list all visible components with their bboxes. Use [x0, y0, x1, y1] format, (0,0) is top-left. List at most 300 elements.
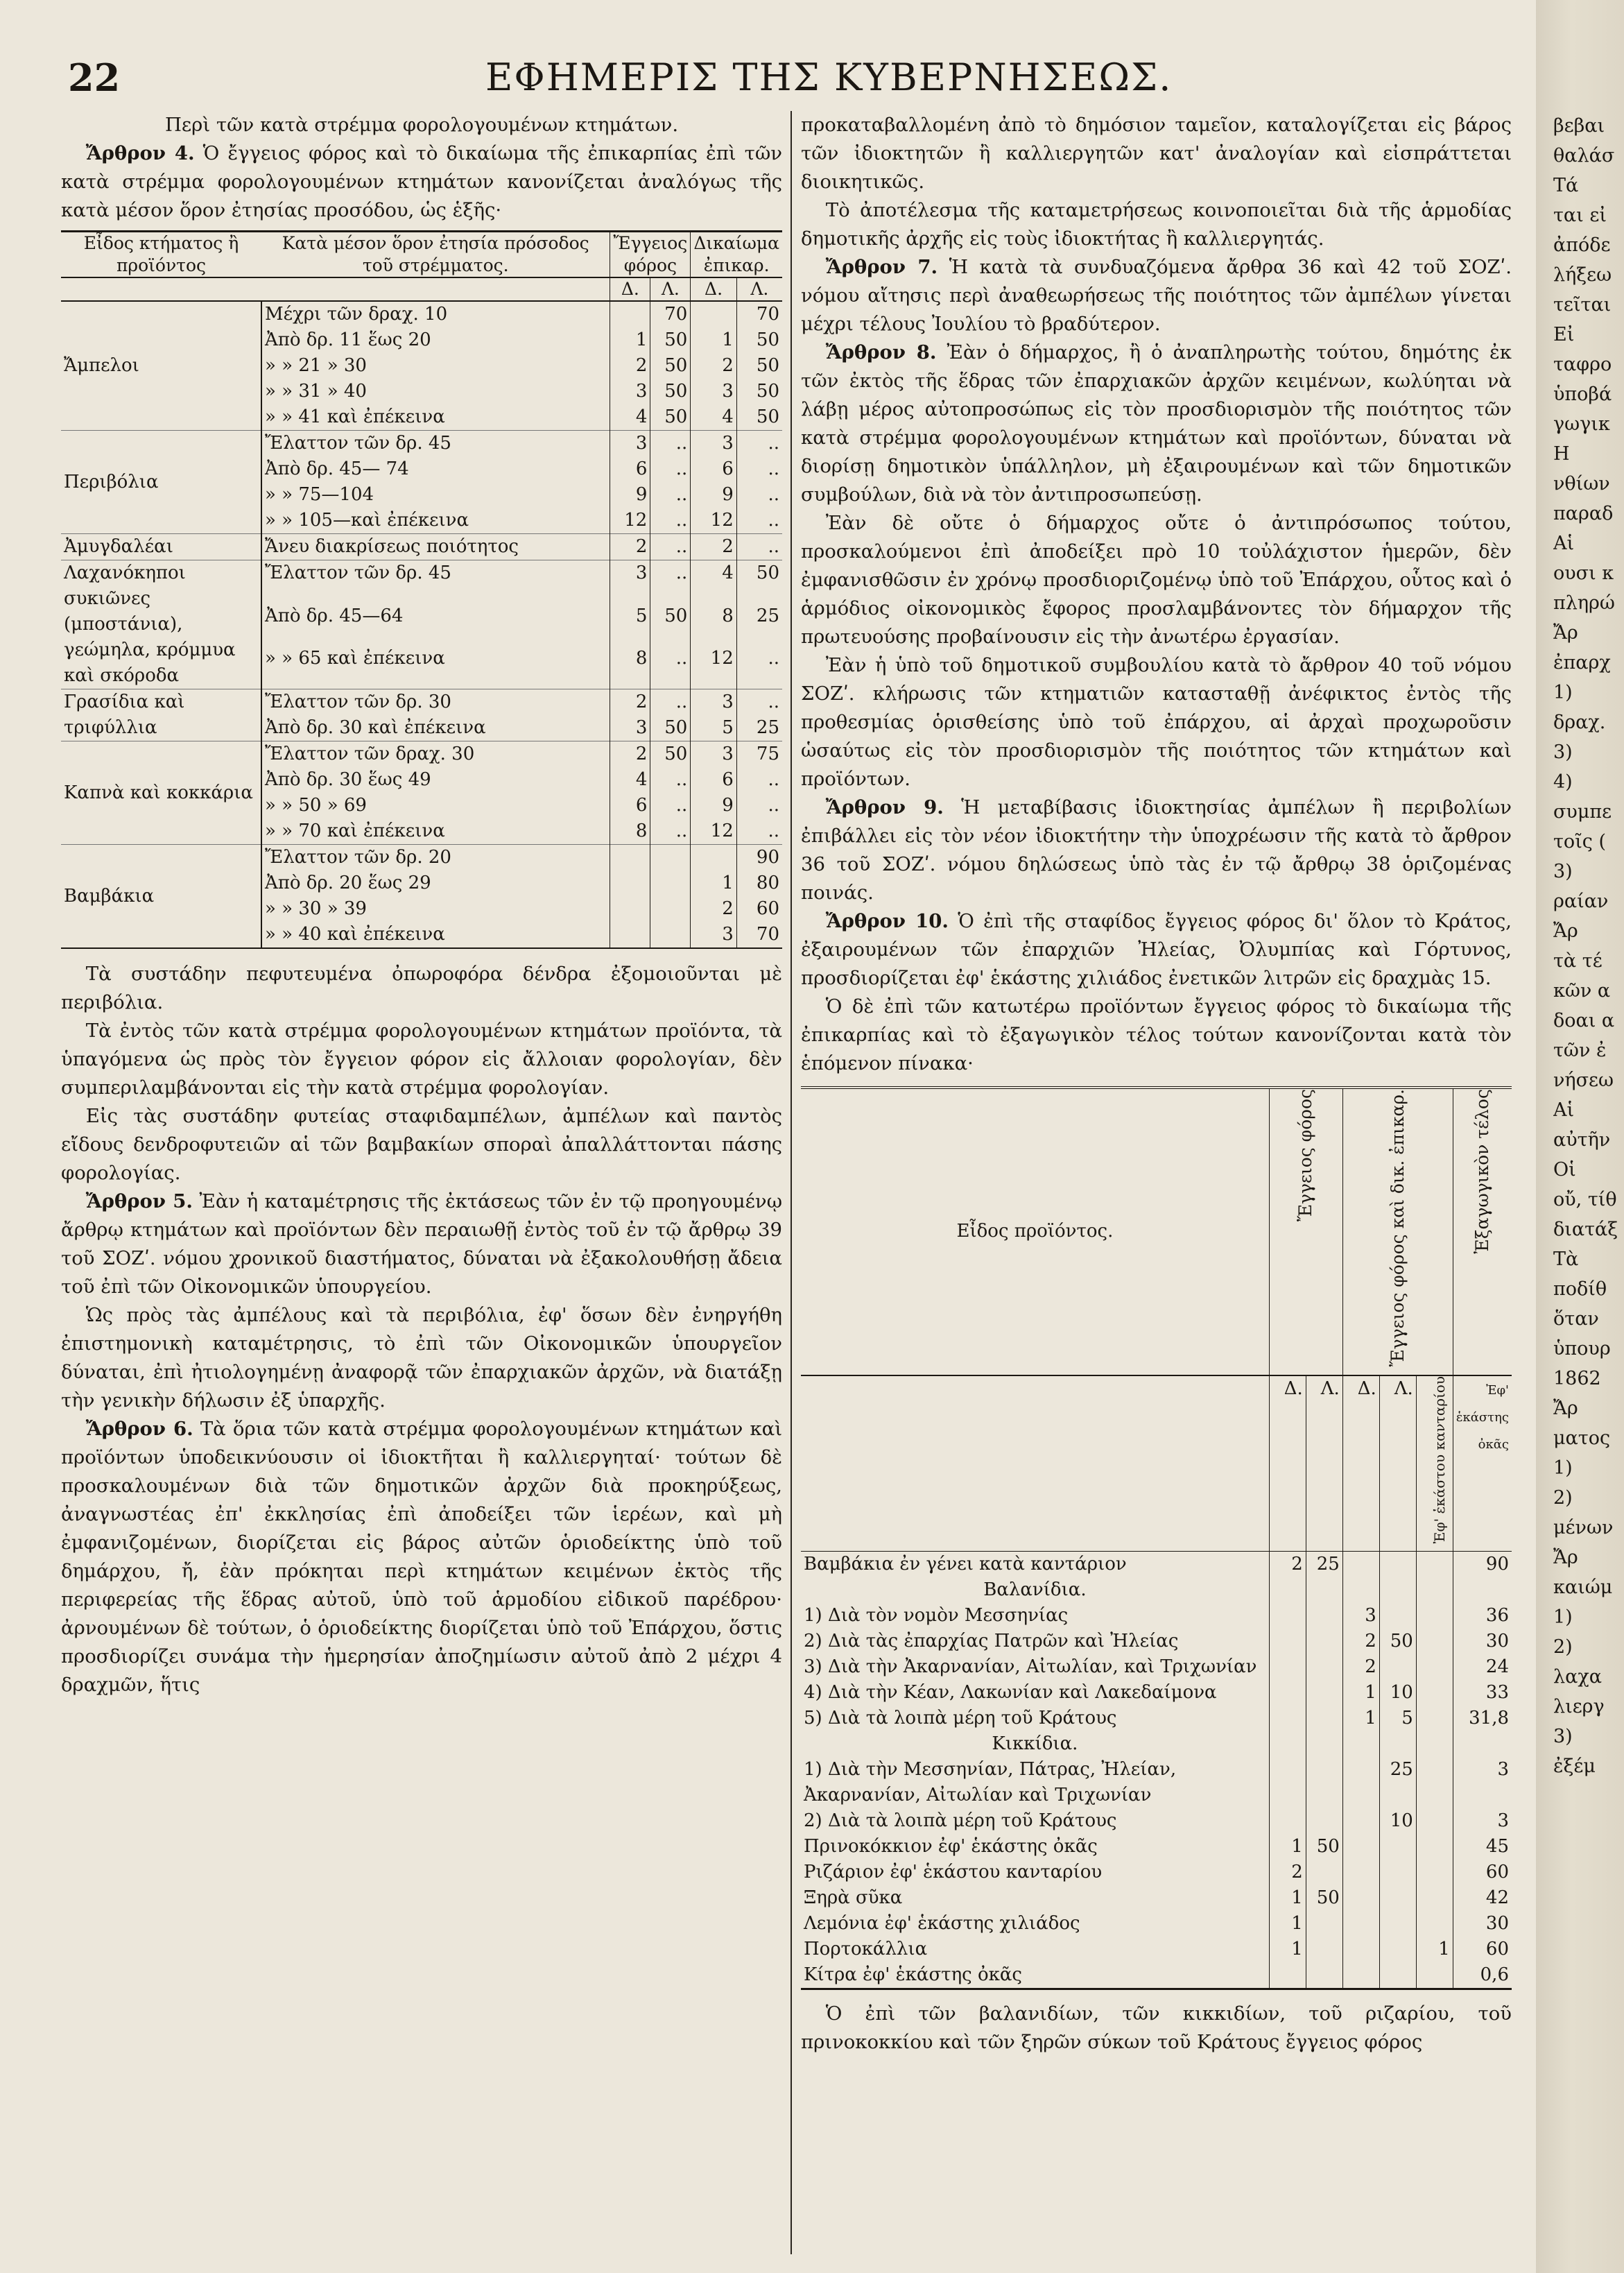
table-row	[61, 431, 782, 457]
table-row	[801, 1962, 1512, 1989]
edge-fragment: ὅταν	[1553, 1308, 1599, 1330]
value-cell	[1342, 1808, 1379, 1834]
value-cell: ..	[736, 456, 782, 482]
edge-fragment: βεβαι	[1553, 115, 1605, 137]
value-cell: 50	[650, 404, 691, 431]
value-cell: 8	[691, 603, 736, 646]
value-cell: ..	[650, 560, 691, 603]
col-header-income: Κατὰ μέσον ὅρον ἐτησία πρόσοδος τοῦ στρέμματος.	[261, 232, 610, 278]
income-range: » » 105—καὶ ἐπέκεινα	[261, 508, 610, 534]
value-cell	[1342, 1962, 1379, 1989]
income-range: » » 75—104	[261, 482, 610, 508]
value-cell	[1416, 1860, 1453, 1885]
table-row	[801, 1885, 1512, 1911]
value-cell: 50	[650, 715, 691, 741]
value-cell	[1269, 1731, 1306, 1757]
side-note-cell: Ἐφ' ἑκάστου κανταρίου	[1416, 1375, 1453, 1552]
table-row	[61, 560, 782, 603]
col-header-right: Δικαίωμα ἐπικαρ.	[691, 232, 782, 278]
value-cell: 2	[610, 741, 650, 768]
edge-fragment: ποδίθ	[1553, 1278, 1607, 1300]
product-name: 1) Διὰ τὴν Μεσσηνίαν, Πάτρας, Ἠλείαν, Ἀκαρνανίαν, Αἰτωλίαν καὶ Τριχωνίαν	[804, 1759, 1177, 1805]
value-cell: 2	[1269, 1552, 1306, 1578]
edge-fragment: Ἄρ	[1553, 920, 1578, 942]
value-cell: 2	[610, 689, 650, 716]
paragraph: Τὰ ἐντὸς τῶν κατὰ στρέμμα φορολογουμένων κτημάτων προϊόντα, τὰ ὑπαγόμενα ὡς πρὸς τὸν ἔγγειον φόρον εἰς ἄλλοιαν φορολογίαν, δὲν συμπεριλαμβάνονται εἰς τὴν κατὰ στρέμμα φορολογίαν.	[61, 1020, 782, 1099]
value-cell: 4	[691, 404, 736, 431]
paragraph: Ὡς πρὸς τὰς ἀμπέλους καὶ τὰ περιβόλια, ἐφ' ὅσων δὲν ἐνηργήθη ἐπιστημονικὴ καταμέτρησις, τὸ ἐπὶ τῶν Οἰκονομικῶν ὑπουργεῖον δύναται, ἐπὶ ἠτιολογημένῃ ἀναφορᾷ τῶν ἐπαρχιακῶν ἀρχῶν, νὰ διατάξῃ τὴν γενικὴν δήλωσιν ἐξ ὑπαρχῆς.	[61, 1304, 782, 1412]
value-cell: 50	[736, 404, 782, 431]
income-range: Μέχρι τῶν δραχ. 10	[261, 301, 610, 327]
paragraph: Ἐὰν ἡ ὑπὸ τοῦ δημοτικοῦ συμβουλίου κατὰ τὸ ἄρθρον 40 τοῦ νόμου ΣΟΖʹ. κλήρωσις τῶν κτηματιῶν κατασταθῇ ἀνέφικτος ἐντὸς τῆς προθεσμίας ὁρισθείσης ὑπὸ τοῦ ἐπάρχου, αἱ ἀρχαὶ προχωροῦσιν ὡσαύτως εἰς τὸν προσδιορισμὸν τῆς ποιότητος τῶν κτημάτων καὶ προϊόντων.	[801, 654, 1512, 790]
value-cell	[1342, 1834, 1379, 1860]
value-cell: ..	[650, 534, 691, 560]
value-cell	[1342, 1552, 1379, 1578]
edge-fragment: 2)	[1553, 1636, 1573, 1658]
value-cell: 10	[1379, 1808, 1416, 1834]
value-cell: 70	[736, 301, 782, 327]
value-cell	[1306, 1937, 1342, 1962]
edge-fragment: καιώμ	[1553, 1577, 1613, 1598]
value-cell: 12	[610, 508, 650, 534]
income-range: » » 21 » 30	[261, 353, 610, 379]
value-cell: 50	[650, 741, 691, 768]
units-row: Δ. Λ. Δ. Λ. Ἐφ' ἑκάστου κανταρίου Ἐφ' ἑκάστης ὀκᾶς	[801, 1375, 1512, 1552]
article-5: Ἄρθρον 5. Ἐὰν ἡ καταμέτρησις τῆς ἐκτάσεως τῶν ἐν τῷ προηγουμένῳ ἄρθρῳ κτημάτων καὶ προϊόντων δὲν περαιωθῇ ἐντὸς τοῦ ἐν τῷ ἄρθρῳ 39 τοῦ ΣΟΖʹ. νόμου χρονικοῦ διαστήματος, δύναται νὰ ἐξακολουθήσῃ ἄδεια τοῦ ἐπὶ τῶν Οἰκονομικῶν ὑπουργείου.	[61, 1190, 782, 1298]
col-header-export: Ἐξαγωγικὸν τέλος	[1453, 1088, 1512, 1375]
value-cell: ..	[736, 482, 782, 508]
value-cell	[650, 845, 691, 871]
income-range: Ἔλαττον τῶν δρ. 30	[261, 689, 610, 716]
adjacent-page-fragment	[1553, 111, 1624, 1781]
value-cell: 2	[691, 353, 736, 379]
value-cell: ..	[736, 431, 782, 457]
edge-fragment: 1862	[1553, 1368, 1601, 1389]
edge-fragment: Ἄρ	[1553, 1398, 1578, 1419]
value-cell: 3	[691, 379, 736, 404]
income-range: » » 70 καὶ ἐπέκεινα	[261, 818, 610, 845]
value-cell: 1	[1269, 1834, 1306, 1860]
value-cell: 70	[650, 301, 691, 327]
product-name: Πρινοκόκκιον ἐφ' ἑκάστης ὀκᾶς	[804, 1836, 1098, 1857]
table-row	[801, 1808, 1512, 1834]
value-cell: ..	[736, 689, 782, 716]
value-cell: 25	[736, 715, 782, 741]
value-cell: 80	[736, 870, 782, 896]
edge-fragment: μένων	[1553, 1517, 1614, 1538]
value-cell	[1379, 1911, 1416, 1937]
value-cell: 1	[1269, 1885, 1306, 1911]
value-cell: ..	[650, 482, 691, 508]
value-cell	[1416, 1654, 1453, 1680]
value-cell: 30	[1453, 1911, 1512, 1937]
value-cell	[1306, 1860, 1342, 1885]
value-cell: 50	[736, 353, 782, 379]
value-cell: 5	[691, 715, 736, 741]
value-cell	[1453, 1577, 1512, 1603]
value-cell	[1416, 1962, 1453, 1989]
value-cell: 6	[691, 456, 736, 482]
page-number: 22	[68, 55, 121, 100]
side-note-cell-2: Ἐφ' ἑκάστης ὀκᾶς	[1453, 1375, 1512, 1552]
value-cell: 2	[1269, 1860, 1306, 1885]
income-range: » » 65 καὶ ἐπέκεινα	[261, 646, 610, 689]
value-cell	[1306, 1808, 1342, 1834]
value-cell	[610, 922, 650, 948]
value-cell: 50	[650, 379, 691, 404]
value-cell	[1342, 1757, 1379, 1808]
col-header-tax: Ἔγγειος φόρος	[1269, 1088, 1342, 1375]
value-cell	[1416, 1731, 1453, 1757]
tax-table-per-stremma	[61, 230, 782, 949]
value-cell: 25	[1306, 1552, 1342, 1578]
value-cell: ..	[650, 793, 691, 818]
edge-fragment: Τά	[1553, 175, 1579, 196]
article-4: Ἄρθρον 4. Ὁ ἔγγειος φόρος καὶ τὸ δικαίωμα τῆς ἐπικαρπίας ἐπὶ τῶν κατὰ στρέμμα φορολογουμένων κτημάτων κανονίζεται ἀναλόγως τῆς κατὰ μέσον ὅρον ἐτησίας προσόδου, ὡς ἑξῆς·	[61, 142, 782, 221]
value-cell	[1269, 1808, 1306, 1834]
table-row	[801, 1629, 1512, 1654]
value-cell: 2	[610, 534, 650, 560]
value-cell: 4	[610, 767, 650, 793]
value-cell: 3	[691, 431, 736, 457]
unit-drachma: Δ.	[691, 277, 736, 301]
category-name: Βαμβάκια	[61, 845, 261, 949]
value-cell	[1379, 1834, 1416, 1860]
value-cell: 0,6	[1453, 1962, 1512, 1989]
value-cell: 12	[691, 508, 736, 534]
edge-fragment: ἐπαρχ	[1553, 652, 1611, 674]
edge-fragment: Οἱ	[1553, 1159, 1576, 1181]
value-cell: 90	[736, 845, 782, 871]
table-row	[61, 301, 782, 327]
table-row	[801, 1706, 1512, 1731]
value-cell: ..	[736, 646, 782, 689]
value-cell: 4	[691, 560, 736, 603]
value-cell: 2	[1342, 1654, 1379, 1680]
value-cell	[1269, 1757, 1306, 1808]
value-cell	[1306, 1706, 1342, 1731]
units-row	[61, 277, 782, 301]
product-name: 2) Διὰ τὰ λοιπὰ μέρη τοῦ Κράτους	[804, 1810, 1117, 1831]
value-cell: 1	[691, 870, 736, 896]
value-cell: 12	[691, 818, 736, 845]
left-column	[61, 111, 782, 1699]
value-cell	[610, 301, 650, 327]
value-cell: 50	[736, 560, 782, 603]
table-row	[61, 534, 782, 560]
article-6: Ἄρθρον 6. Τὰ ὅρια τῶν κατὰ στρέμμα φορολογουμένων κτημάτων καὶ προϊόντων ὑποδεικνύουσιν οἱ ἰδιοκτῆται ἢ καλλιεργηταί· τούτων δὲ προσκαλουμένων διὰ τῶν δημοτικῶν ἀρχῶν διὰ προκηρύξεως, ἀναγνωστέας ἐπ' ἐκκλησίας ἐπὶ ἀποδείξει τῶν ἱερέων, καὶ μὴ ἐμφανιζομένων, διορίζεται εἰς βάρος αὐτῶν ὁριοδείκτης ὑπὸ τοῦ δημάρχου, ἤ, ἐὰν πρόκηται περὶ κτημάτων κειμένων ἐκτὸς τῆς περιφερείας τῆς ἕδρας αὐτοῦ, ὑπὸ τοῦ ἁρμοδίου εἰδικοῦ παρέδρου· ἀρνουμένων δὲ τούτων, ὁ ὁριοδείκτης διορίζεται ὑπὸ τοῦ Ἐπάρχου, ὅστις προσδιορίζει συνάμα τὴν ἡμερησίαν ἀποζημίωσιν αὐτοῦ ἀπὸ 2 μέχρι 4 δραχμῶν, ἥτις	[61, 1418, 783, 1696]
edge-fragment: αὐτῆν	[1553, 1129, 1611, 1151]
value-cell: 6	[610, 456, 650, 482]
table-row	[801, 1680, 1512, 1706]
value-cell	[1416, 1603, 1453, 1629]
right-column	[801, 111, 1512, 2057]
paragraph: Ὁ ἐπὶ τῶν βαλανιδίων, τῶν κικκιδίων, τοῦ ριζαρίου, τοῦ πρινοκοκκίου καὶ τῶν ξηρῶν σύκων τοῦ Κράτους ἔγγειος φόρος	[801, 2002, 1512, 2053]
value-cell: 3	[691, 741, 736, 768]
value-cell	[1379, 1603, 1416, 1629]
income-range: Ἔλαττον τῶν δρ. 45	[261, 560, 610, 603]
income-range: Ἀπὸ δρ. 11 ἕως 20	[261, 327, 610, 353]
edge-fragment: κῶν α	[1553, 980, 1611, 1002]
product-name: 4) Διὰ τὴν Κέαν, Λακωνίαν καὶ Λακεδαίμονα	[804, 1682, 1217, 1703]
table-row	[801, 1603, 1512, 1629]
table-row	[801, 1937, 1512, 1962]
income-range: » » 31 » 40	[261, 379, 610, 404]
value-cell: ..	[650, 767, 691, 793]
edge-fragment: 3)	[1553, 1726, 1573, 1747]
edge-fragment: 1)	[1553, 1457, 1573, 1479]
value-cell	[1342, 1860, 1379, 1885]
value-cell	[1416, 1680, 1453, 1706]
edge-fragment: Τὰ	[1553, 1249, 1579, 1270]
edge-fragment: Ἄρ	[1553, 1547, 1578, 1568]
value-cell	[1269, 1706, 1306, 1731]
edge-fragment: ὑποβά	[1553, 384, 1612, 405]
table-body	[801, 1552, 1512, 1989]
unit-drachma: Δ.	[610, 277, 650, 301]
table-row	[801, 1654, 1512, 1680]
value-cell: 50	[736, 327, 782, 353]
edge-fragment: λαχα	[1553, 1666, 1602, 1688]
value-cell: 50	[650, 327, 691, 353]
table-row	[801, 1834, 1512, 1860]
edge-fragment: λήξεω	[1553, 264, 1612, 286]
income-range: Ἔλαττον τῶν δρ. 20	[261, 845, 610, 871]
value-cell: 6	[691, 767, 736, 793]
value-cell	[1306, 1603, 1342, 1629]
article-7: Ἄρθρον 7. Ἡ κατὰ τὰ συνδυαζόμενα ἄρθρα 36 καὶ 42 τοῦ ΣΟΖʹ. νόμου αἴτησις περὶ ἀναθεωρήσεως τῆς ποιότητος τῶν ἀμπέλων γίνεται μέχρι τέλους Ἰουλίου τὸ βραδύτερον.	[801, 256, 1512, 335]
value-cell: 4	[610, 404, 650, 431]
value-cell	[1342, 1937, 1379, 1962]
edge-fragment: ἀπόδε	[1553, 234, 1611, 256]
value-cell	[1306, 1680, 1342, 1706]
edge-fragment: τῶν ἐ	[1553, 1040, 1607, 1061]
value-cell: 3	[1453, 1808, 1512, 1834]
product-name: Κικκίδια.	[992, 1733, 1078, 1754]
edge-fragment: νήσεω	[1553, 1070, 1614, 1091]
edge-fragment: ὑπουρ	[1553, 1338, 1611, 1359]
income-range: Ἀπὸ δρ. 45— 74	[261, 456, 610, 482]
edge-fragment: ουσι κ	[1553, 563, 1614, 584]
value-cell	[1306, 1962, 1342, 1989]
value-cell: 50	[650, 353, 691, 379]
product-name: Ριζάριον ἐφ' ἑκάστου κανταρίου	[804, 1862, 1103, 1882]
edge-fragment: παραδ	[1553, 503, 1614, 524]
value-cell	[1306, 1911, 1342, 1937]
category-name: Ἀμυγδαλέαι	[61, 534, 261, 560]
table-row	[801, 1552, 1512, 1578]
value-cell	[1416, 1552, 1453, 1578]
article-10: Ἄρθρον 10. Ὁ ἐπὶ τῆς σταφίδος ἔγγειος φόρος δι' ὅλον τὸ Κράτος, ἐξαιρουμένων τῶν ἐπαρχιῶν Ἠλείας, Ὀλυμπίας καὶ Γόρτυνος, προσδιορίζεται ἐφ' ἑκάστης χιλιάδος ἐνετικῶν λιτρῶν εἰς δραχμὰς 15.	[801, 910, 1512, 989]
value-cell	[1269, 1680, 1306, 1706]
value-cell: 3	[610, 560, 650, 603]
value-cell	[1342, 1911, 1379, 1937]
products-tax-table	[801, 1086, 1512, 1990]
edge-fragment: Ἄρ	[1553, 622, 1578, 644]
value-cell	[1416, 1911, 1453, 1937]
product-name: 3) Διὰ τὴν Ἀκαρνανίαν, Αἰτωλίαν, καὶ Τριχωνίαν	[804, 1656, 1257, 1677]
value-cell	[1306, 1654, 1342, 1680]
edge-fragment: λιεργ	[1553, 1696, 1605, 1717]
edge-fragment: γωγικ	[1553, 413, 1610, 435]
category-name: Καπνὰ καὶ κοκκάρια	[61, 741, 261, 845]
value-cell: 1	[1269, 1911, 1306, 1937]
edge-fragment: συμπε	[1553, 801, 1612, 823]
product-name: Βαμβάκια ἐν γένει κατὰ καντάριον	[804, 1554, 1127, 1575]
table-row	[801, 1577, 1512, 1603]
table-row	[801, 1860, 1512, 1885]
value-cell	[1269, 1577, 1306, 1603]
value-cell: 5	[610, 603, 650, 646]
unit-lepta: Λ.	[736, 277, 782, 301]
edge-fragment: νθίων	[1553, 473, 1610, 495]
table-row	[61, 741, 782, 768]
value-cell	[1416, 1577, 1453, 1603]
table-row	[801, 1757, 1512, 1808]
edge-fragment: 1)	[1553, 682, 1573, 703]
edge-fragment: δραχ.	[1553, 712, 1606, 733]
value-cell: 2	[691, 534, 736, 560]
value-cell: 50	[1306, 1834, 1342, 1860]
value-cell	[1306, 1629, 1342, 1654]
value-cell	[1379, 1860, 1416, 1885]
value-cell: 9	[691, 482, 736, 508]
article-9: Ἄρθρον 9. Ἡ μεταβίβασις ἰδιοκτησίας ἀμπέλων ἢ περιβολίων ἐπιβάλλει εἰς τὸν νέον ἰδιοκτήτην τὴν ὑποχρέωσιν τῆς κατὰ τὸ ἄρθρον 36 τοῦ ΣΟΖʹ. νόμου δηλώσεως ὑπὸ τὰς ἐν τῷ ἄρθρῳ 38 ὁριζομένας ποινάς.	[801, 796, 1512, 904]
value-cell: ..	[650, 456, 691, 482]
value-cell: 1	[1416, 1937, 1453, 1962]
value-cell	[1379, 1552, 1416, 1578]
table-header-row	[61, 232, 782, 278]
col-header-tax-right: Ἔγγειος φόρος καὶ δικ. ἐπικαρ.	[1342, 1088, 1453, 1375]
value-cell	[1416, 1834, 1453, 1860]
value-cell	[1416, 1757, 1453, 1808]
table-row	[801, 1731, 1512, 1757]
value-cell	[1379, 1577, 1416, 1603]
edge-fragment: ματος	[1553, 1427, 1611, 1449]
product-name: Κίτρα ἐφ' ἑκάστης ὀκᾶς	[804, 1964, 1022, 1985]
article-8: Ἄρθρον 8. Ἐὰν ὁ δήμαρχος, ἢ ὁ ἀναπληρωτὴς τούτου, δημότης ἐκ τῶν ἐκτὸς τῆς ἕδρας τῶν ἐπαρχιακῶν ἀρχῶν κειμένων, κωλύηται νὰ λάβῃ μέρος αὐτοπροσώπως εἰς τὸν προσδιορισμὸν τῆς ποιότητος τῶν κατὰ στρέμμα φορολογουμένων κτημάτων καὶ προϊόντων, δύναται νὰ διορίσῃ δημοτικὸν ὑπάλληλον, μὴ ἐξαιρουμένων καὶ τῶν δημοτικῶν συμβούλων, διὰ νὰ τὸν ἀντιπροσωπεύσῃ.	[801, 341, 1512, 506]
value-cell: 12	[691, 646, 736, 689]
income-range: » » 40 καὶ ἐπέκεινα	[261, 922, 610, 948]
product-name: 2) Διὰ τὰς ἐπαρχίας Πατρῶν καὶ Ἠλείας	[804, 1631, 1179, 1652]
value-cell: 6	[610, 793, 650, 818]
income-range: » » 30 » 39	[261, 896, 610, 922]
edge-fragment: 4)	[1553, 771, 1573, 793]
value-cell	[610, 845, 650, 871]
paragraph: Εἰς τὰς συστάδην φυτείας σταφιδαμπέλων, ἀμπέλων καὶ παντὸς εἴδους δενδροφυτειῶν αἱ τῶν βαμβακίων σποραὶ ἀπαλλάττονται πάσης φορολογίας.	[61, 1105, 782, 1184]
value-cell: ..	[736, 534, 782, 560]
column-divider	[791, 111, 792, 2254]
value-cell: 25	[736, 603, 782, 646]
category-name: Ἄμπελοι	[61, 301, 261, 431]
value-cell: 3	[691, 922, 736, 948]
value-cell	[610, 870, 650, 896]
value-cell: 3	[610, 715, 650, 741]
value-cell: 3	[691, 689, 736, 716]
value-cell: 1	[1342, 1680, 1379, 1706]
table-body	[61, 301, 782, 948]
unit-lepta: Λ.	[650, 277, 691, 301]
value-cell: ..	[736, 818, 782, 845]
value-cell: 3	[610, 431, 650, 457]
value-cell	[1269, 1654, 1306, 1680]
income-range: Ἄνευ διακρίσεως ποιότητος	[261, 534, 610, 560]
value-cell	[1269, 1962, 1306, 1989]
edge-fragment: 3)	[1553, 741, 1573, 763]
value-cell	[1379, 1937, 1416, 1962]
value-cell: ..	[736, 793, 782, 818]
edge-fragment: πληρώ	[1553, 592, 1615, 614]
value-cell	[1379, 1731, 1416, 1757]
col-header-kind: Εἶδος κτήματος ἢ προϊόντος	[61, 232, 261, 278]
value-cell: 1	[610, 327, 650, 353]
value-cell: 3	[1453, 1757, 1512, 1808]
edge-fragment: ταφρο	[1553, 354, 1612, 375]
value-cell	[1416, 1706, 1453, 1731]
value-cell	[650, 870, 691, 896]
value-cell: 45	[1453, 1834, 1512, 1860]
edge-fragment: διατάξ	[1553, 1219, 1618, 1240]
value-cell: 42	[1453, 1885, 1512, 1911]
paragraph: Τὰ συστάδην πεφυτευμένα ὀπωροφόρα δένδρα ἐξομοιοῦνται μὲ περιβόλια.	[61, 963, 782, 1013]
value-cell: 2	[1342, 1629, 1379, 1654]
col-header-tax: Ἔγγειος φόρος	[610, 232, 691, 278]
value-cell: 3	[1342, 1603, 1379, 1629]
edge-fragment: 3)	[1553, 861, 1573, 882]
value-cell: 75	[736, 741, 782, 768]
value-cell	[1269, 1603, 1306, 1629]
product-name: Ξηρὰ σῦκα	[804, 1887, 903, 1908]
paragraph: προκαταβαλλομένη ἀπὸ τὸ δημόσιον ταμεῖον, καταλογίζεται εἰς βάρος τῶν ἰδιοκτητῶν ἢ καλλιεργητῶν κατ' ἀναλογίαν καὶ εἰσπράττεται διοικητικῶς.	[801, 114, 1512, 193]
value-cell	[1416, 1885, 1453, 1911]
value-cell: 31,8	[1453, 1706, 1512, 1731]
value-cell: 50	[650, 603, 691, 646]
value-cell: ..	[650, 646, 691, 689]
value-cell	[1306, 1757, 1342, 1808]
value-cell	[1379, 1654, 1416, 1680]
value-cell	[650, 896, 691, 922]
edge-fragment: Εἰ	[1553, 324, 1575, 345]
value-cell: 8	[610, 818, 650, 845]
value-cell	[1379, 1885, 1416, 1911]
value-cell	[1269, 1629, 1306, 1654]
edge-fragment: 1)	[1553, 1606, 1573, 1628]
value-cell	[610, 896, 650, 922]
value-cell: 50	[1379, 1629, 1416, 1654]
edge-fragment: ραίαν	[1553, 891, 1609, 912]
table-row	[61, 845, 782, 871]
edge-fragment: Αἱ	[1553, 1099, 1575, 1121]
value-cell: 3	[610, 379, 650, 404]
edge-fragment: τεῖται	[1553, 294, 1612, 316]
product-name: Πορτοκάλλια	[804, 1939, 928, 1959]
value-cell: 1	[1269, 1937, 1306, 1962]
category-name: Λαχανόκηποι συκιῶνες (μποστάνια), γεώμηλα, κρόμμυα καὶ σκόροδα	[61, 560, 261, 689]
income-range: Ἀπὸ δρ. 45—64	[261, 603, 610, 646]
product-name: Λεμόνια ἐφ' ἑκάστης χιλιάδος	[804, 1913, 1080, 1934]
col-header-kind: Εἶδος προϊόντος.	[801, 1088, 1269, 1375]
value-cell	[1342, 1731, 1379, 1757]
value-cell: ..	[650, 508, 691, 534]
value-cell	[691, 845, 736, 871]
value-cell: 60	[1453, 1860, 1512, 1885]
value-cell: 5	[1379, 1706, 1416, 1731]
value-cell: 50	[1306, 1885, 1342, 1911]
section-title: Περὶ τῶν κατὰ στρέμμα φορολογουμένων κτημάτων.	[164, 114, 679, 136]
page-header	[55, 50, 1512, 105]
income-range: Ἔλαττον τῶν δρ. 45	[261, 431, 610, 457]
value-cell	[1416, 1808, 1453, 1834]
